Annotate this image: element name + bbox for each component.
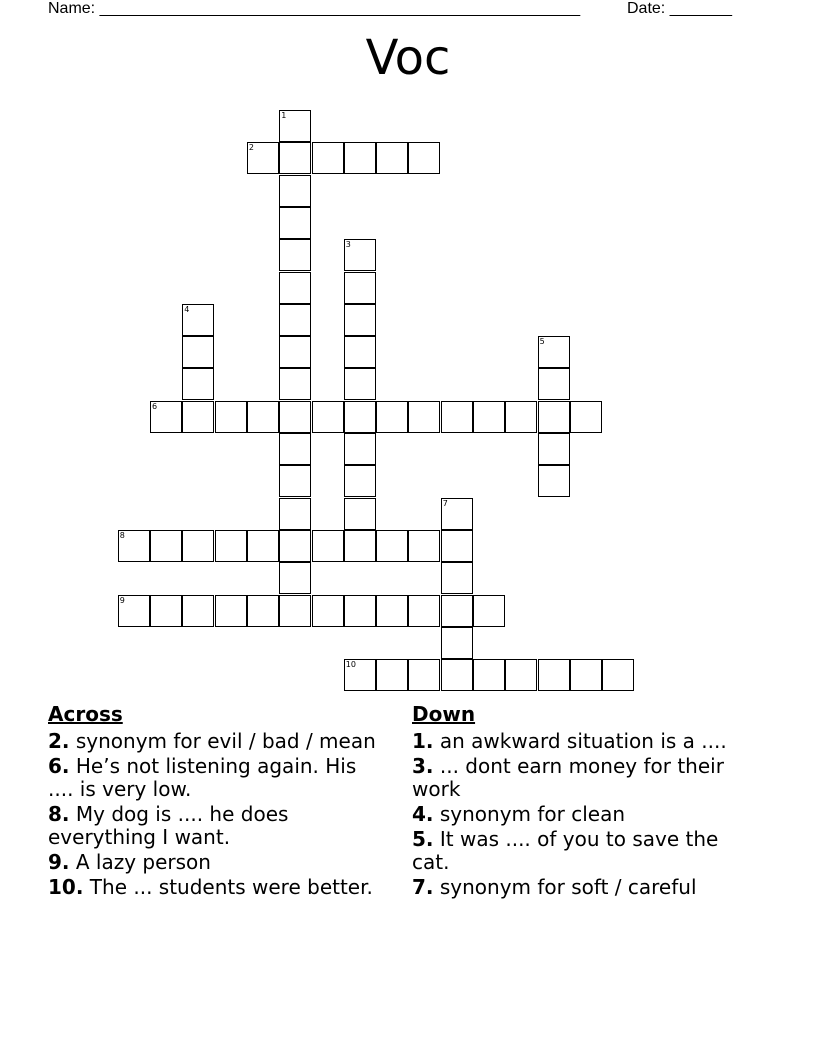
crossword-cell[interactable]: [344, 336, 376, 368]
crossword-cell[interactable]: [279, 562, 311, 594]
across-clue: [48, 876, 388, 899]
crossword-cell[interactable]: [538, 336, 570, 368]
crossword-cell[interactable]: [344, 498, 376, 530]
crossword-cell[interactable]: [279, 498, 311, 530]
crossword-cell[interactable]: [279, 142, 311, 174]
crossword-cell[interactable]: [247, 530, 279, 562]
clue-number: 3.: [412, 754, 434, 778]
clue-text: He’s not listening again. His .... is very low.: [48, 754, 357, 801]
down-heading: Down: [412, 702, 476, 726]
crossword-cell[interactable]: [279, 368, 311, 400]
down-clue: [412, 876, 752, 899]
crossword-cell[interactable]: [441, 595, 473, 627]
crossword-cell[interactable]: [408, 659, 440, 691]
crossword-cell[interactable]: [505, 401, 537, 433]
crossword-cell[interactable]: [344, 304, 376, 336]
crossword-cell[interactable]: [279, 239, 311, 271]
crossword-cell[interactable]: [441, 498, 473, 530]
clue-number-label: 9: [119, 595, 125, 605]
crossword-cell[interactable]: [538, 465, 570, 497]
across-clue: [48, 803, 388, 849]
crossword-cell[interactable]: [376, 595, 408, 627]
crossword-cell[interactable]: [505, 659, 537, 691]
crossword-cell[interactable]: [279, 465, 311, 497]
crossword-cell[interactable]: [215, 530, 247, 562]
across-clue: [48, 851, 388, 874]
crossword-cell[interactable]: [441, 562, 473, 594]
crossword-cell[interactable]: [408, 530, 440, 562]
clue-text: synonym for clean: [439, 802, 626, 826]
crossword-cell[interactable]: [247, 142, 279, 174]
crossword-cell[interactable]: [150, 595, 182, 627]
date-label: Date: _______: [627, 0, 732, 17]
clue-number: 5.: [412, 827, 434, 851]
clue-number: 10.: [48, 875, 84, 899]
clue-text: synonym for soft / careful: [439, 875, 697, 899]
clue-number: 9.: [48, 850, 70, 874]
crossword-cell[interactable]: [312, 595, 344, 627]
crossword-cell[interactable]: [312, 530, 344, 562]
clue-text: A lazy person: [75, 850, 211, 874]
crossword-cell[interactable]: [182, 368, 214, 400]
crossword-cell[interactable]: [279, 175, 311, 207]
across-clue: [48, 755, 388, 801]
crossword-cell[interactable]: [441, 659, 473, 691]
crossword-cell[interactable]: [344, 465, 376, 497]
crossword-cell[interactable]: [473, 595, 505, 627]
crossword-cell[interactable]: [376, 401, 408, 433]
down-clues: [412, 703, 752, 901]
crossword-cell[interactable]: [408, 595, 440, 627]
clue-text: an awkward situation is a ....: [439, 729, 727, 753]
crossword-cell[interactable]: [376, 659, 408, 691]
crossword-cell[interactable]: [344, 659, 376, 691]
crossword-cell[interactable]: [215, 595, 247, 627]
crossword-cell[interactable]: [279, 304, 311, 336]
crossword-cell[interactable]: [344, 401, 376, 433]
crossword-cell[interactable]: [441, 627, 473, 659]
clue-number: 2.: [48, 729, 70, 753]
crossword-cell[interactable]: [150, 530, 182, 562]
crossword-cell[interactable]: [344, 272, 376, 304]
crossword-cell[interactable]: [279, 530, 311, 562]
across-clues: [48, 703, 388, 901]
down-clue: [412, 828, 752, 874]
crossword-cell[interactable]: [312, 142, 344, 174]
crossword-cell[interactable]: [570, 401, 602, 433]
crossword-cell[interactable]: [408, 401, 440, 433]
crossword-cell[interactable]: [538, 401, 570, 433]
crossword-cell[interactable]: [538, 368, 570, 400]
clue-number: 7.: [412, 875, 434, 899]
crossword-cell[interactable]: [538, 433, 570, 465]
crossword-cell[interactable]: [312, 401, 344, 433]
crossword-cell[interactable]: [279, 401, 311, 433]
clue-number-label: 6: [152, 401, 158, 411]
crossword-cell[interactable]: [376, 142, 408, 174]
crossword-cell[interactable]: [602, 659, 634, 691]
crossword-cell[interactable]: [279, 207, 311, 239]
crossword-cell[interactable]: [247, 595, 279, 627]
crossword-cell[interactable]: [118, 530, 150, 562]
page-title: Voc: [365, 30, 451, 86]
clue-number-label: 2: [248, 143, 254, 153]
crossword-cell[interactable]: [247, 401, 279, 433]
crossword-cell[interactable]: [279, 595, 311, 627]
crossword-cell[interactable]: [344, 530, 376, 562]
crossword-cell[interactable]: [279, 336, 311, 368]
clue-number: 8.: [48, 802, 70, 826]
crossword-cell[interactable]: [344, 142, 376, 174]
crossword-cell[interactable]: [182, 401, 214, 433]
clue-text: The ... students were better.: [89, 875, 373, 899]
crossword-cell[interactable]: [279, 433, 311, 465]
crossword-cell[interactable]: [182, 336, 214, 368]
clue-number-label: 8: [119, 530, 125, 540]
across-clue: [48, 730, 388, 753]
clue-text: synonym for evil / bad / mean: [75, 729, 376, 753]
crossword-cell[interactable]: [182, 595, 214, 627]
crossword-cell[interactable]: [538, 659, 570, 691]
clue-number: 4.: [412, 802, 434, 826]
clue-number-label: 1: [281, 111, 287, 120]
clue-number: 1.: [412, 729, 434, 753]
crossword-cell[interactable]: [473, 401, 505, 433]
crossword-cell[interactable]: [182, 530, 214, 562]
crossword-cell[interactable]: [441, 530, 473, 562]
down-clue: [412, 803, 752, 826]
down-clue: [412, 755, 752, 801]
crossword-cell[interactable]: [473, 659, 505, 691]
clue-number-label: 5: [539, 337, 545, 347]
crossword-cell[interactable]: [376, 530, 408, 562]
crossword-cell[interactable]: [279, 272, 311, 304]
crossword-cell[interactable]: [344, 368, 376, 400]
crossword-cell[interactable]: [570, 659, 602, 691]
clue-number-label: 7: [442, 498, 448, 508]
across-heading: Across: [48, 702, 123, 726]
crossword-cell[interactable]: [408, 142, 440, 174]
clue-text: My dog is .... he does everything I want.: [48, 802, 289, 849]
crossword-cell[interactable]: [118, 595, 150, 627]
crossword-cell[interactable]: [279, 110, 311, 142]
crossword-cell[interactable]: [215, 401, 247, 433]
clue-text: ... dont earn money for their work: [412, 754, 724, 801]
crossword-cell[interactable]: [344, 595, 376, 627]
crossword-cell[interactable]: [182, 304, 214, 336]
crossword-cell[interactable]: [150, 401, 182, 433]
crossword-cell[interactable]: [344, 239, 376, 271]
clue-number-label: 4: [184, 304, 190, 314]
clue-number-label: 3: [345, 240, 351, 250]
clue-text: It was .... of you to save the cat.: [412, 827, 719, 874]
crossword-cell[interactable]: [344, 433, 376, 465]
name-label: Name: ______________________________________________________: [48, 0, 581, 17]
clue-number: 6.: [48, 754, 70, 778]
crossword-cell[interactable]: [441, 401, 473, 433]
clue-number-label: 10: [345, 660, 356, 670]
down-clue: [412, 730, 752, 753]
